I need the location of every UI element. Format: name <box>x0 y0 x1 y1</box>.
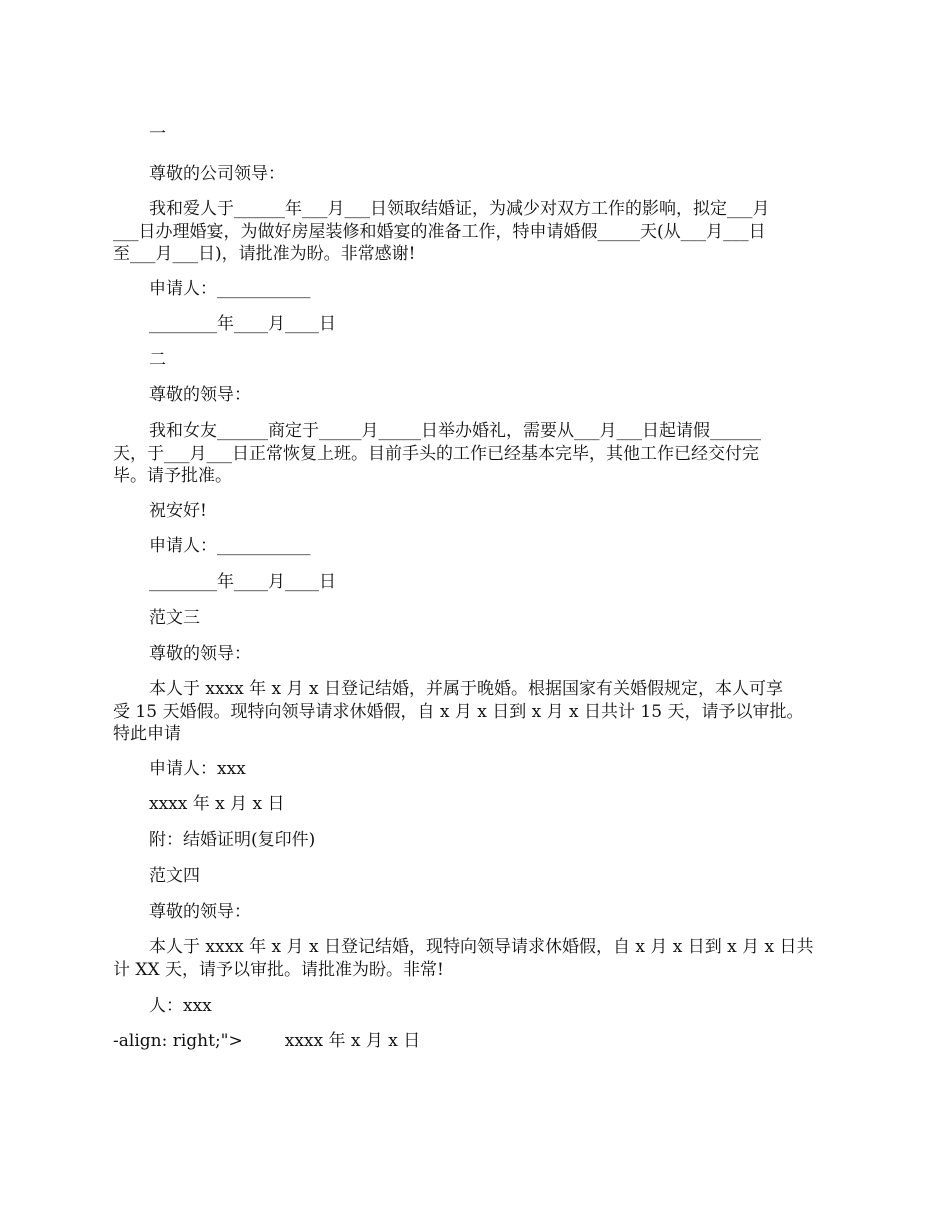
body-line: 毕。请予批准。 <box>113 466 232 486</box>
body-line: 天，于___月___日正常恢复上班。目前手头的工作已经基本完毕，其他工作已经交付完 <box>113 443 759 464</box>
applicant-line: 人：xxx <box>149 996 212 1016</box>
applicant-line: 申请人：___________ <box>149 536 311 556</box>
date-line: ________年____月____日 <box>149 314 336 334</box>
body-line: 本人于 xxxx 年 x 月 x 日登记结婚，现特向领导请求休婚假，自 x 月 x 日到 x 月 x 日共 <box>149 937 814 957</box>
final-date-row <box>113 1030 420 1052</box>
closing-line: 祝安好! <box>149 501 207 521</box>
section-heading: 范文四 <box>149 866 200 886</box>
letter-body <box>113 198 835 266</box>
body-line: 特此申请 <box>113 724 181 744</box>
body-line: 受 15 天婚假。现特向领导请求休婚假，自 x 月 x 日到 x 月 x 日共计 15 天，请予以审批。 <box>113 701 804 722</box>
section-heading: 一 <box>149 124 166 144</box>
letter-body <box>113 936 835 981</box>
salutation: 尊敬的领导： <box>149 902 251 922</box>
attachment-note: 附：结婚证明(复印件) <box>149 830 316 850</box>
stray-markup-text: -align: right;"> <box>113 1031 243 1051</box>
body-line: 我和爱人于______年___月___日领取结婚证，为减少对双方工作的影响，拟定___月 <box>149 199 770 219</box>
applicant-line: 申请人：xxx <box>149 759 246 779</box>
salutation: 尊敬的公司领导： <box>149 164 285 184</box>
body-line: 我和女友______商定于_____月_____日举办婚礼，需要从___月___日起请假______ <box>149 421 761 441</box>
body-line: 计 XX 天，请予以审批。请批准为盼。非常! <box>113 959 444 980</box>
date-line: ________年____月____日 <box>149 572 336 592</box>
applicant-line: 申请人：___________ <box>149 279 311 299</box>
salutation: 尊敬的领导： <box>149 644 251 664</box>
section-heading: 二 <box>149 350 166 370</box>
body-line: 至___月___日)，请批准为盼。非常感谢! <box>113 244 416 264</box>
body-line: ___日办理婚宴，为做好房屋装修和婚宴的准备工作，特申请婚假_____天(从___月___日 <box>113 221 766 242</box>
salutation: 尊敬的领导： <box>149 385 251 405</box>
letter-body <box>113 678 835 746</box>
body-line: 本人于 xxxx 年 x 月 x 日登记结婚，并属于晚婚。根据国家有关婚假规定，本人可享 <box>149 679 783 699</box>
letter-body <box>113 420 835 488</box>
section-heading: 范文三 <box>149 608 200 628</box>
date-line: xxxx 年 x 月 x 日 <box>149 794 285 814</box>
date-line: xxxx 年 x 月 x 日 <box>284 1031 421 1051</box>
